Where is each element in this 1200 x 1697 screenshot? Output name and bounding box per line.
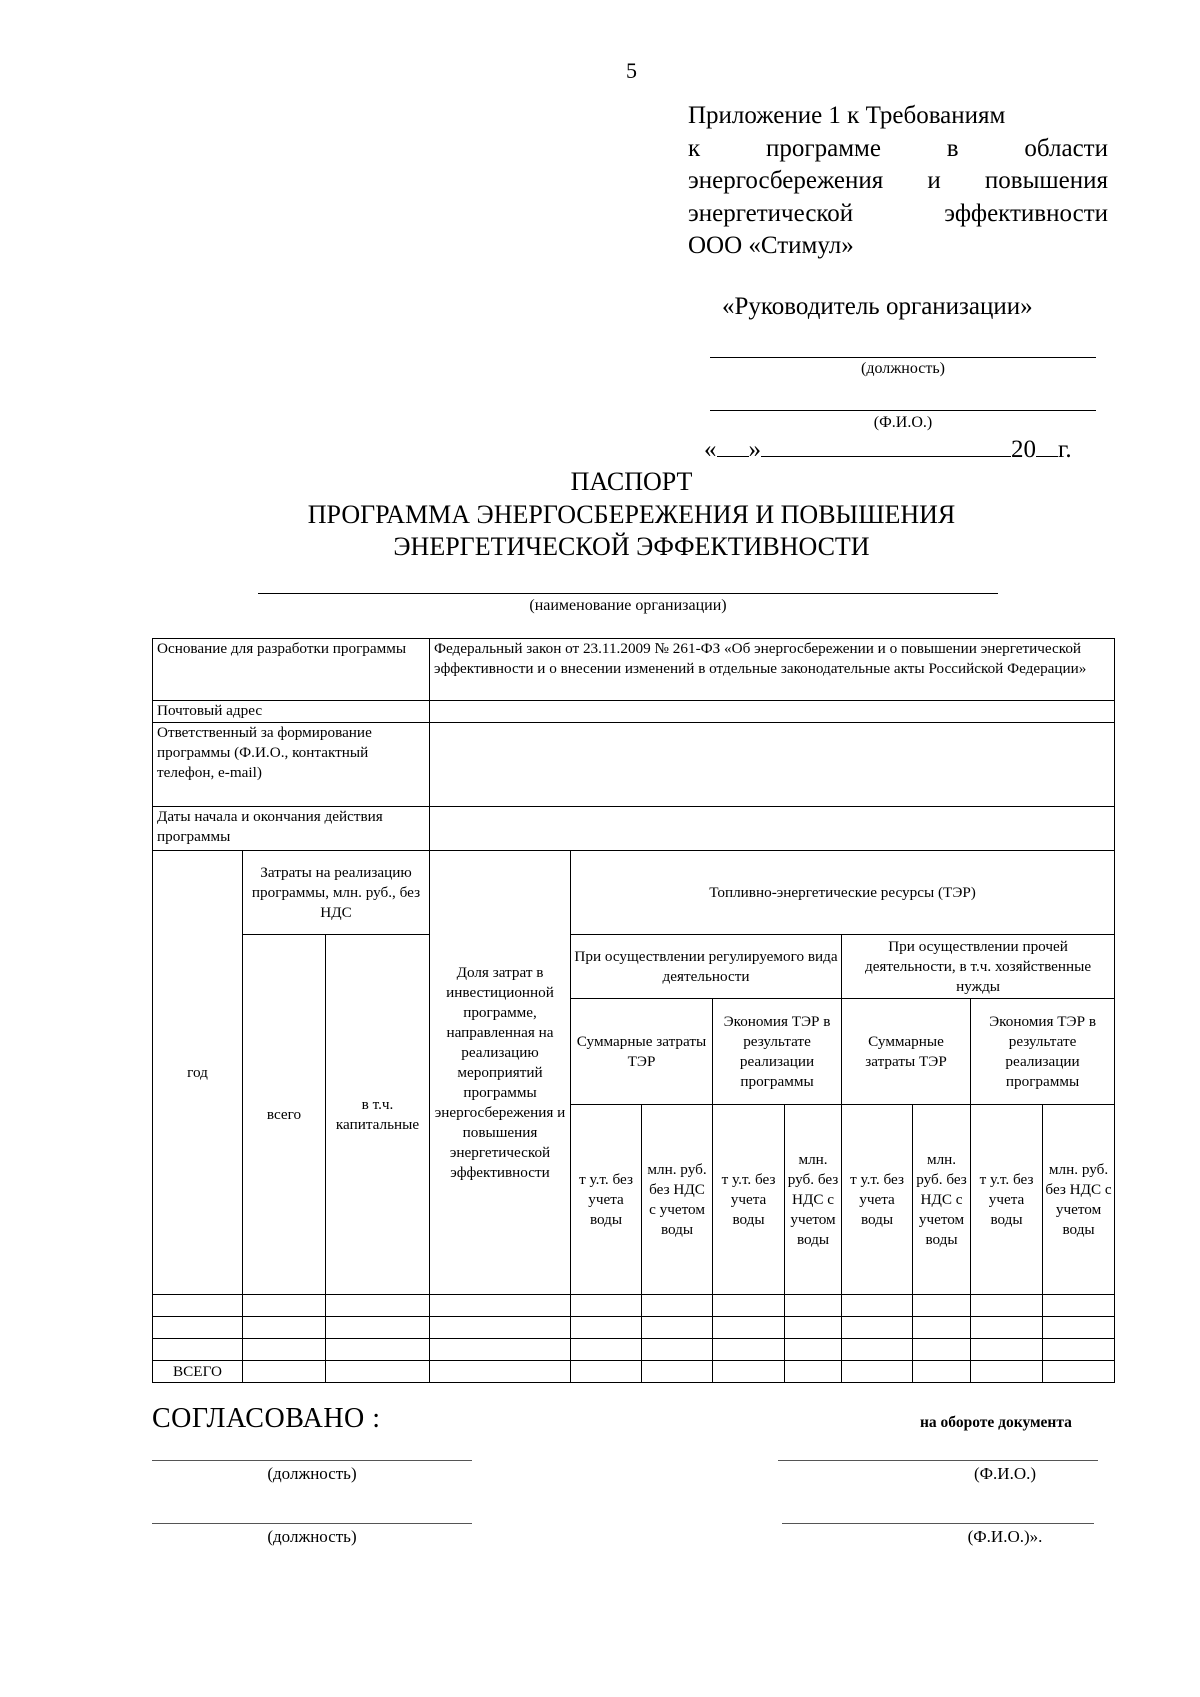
table-row: [153, 701, 1115, 723]
passport-subtitle: ЭНЕРГЕТИЧЕСКОЙ ЭФФЕКТИВНОСТИ: [393, 532, 870, 561]
tut-header: т у.т. без учета воды: [571, 1105, 642, 1295]
date-close-quote: »: [748, 436, 761, 463]
mln-header: млн. руб. без НДС с учетом воды: [913, 1105, 971, 1295]
organization-caption: (наименование организации): [529, 597, 727, 614]
table-header-row: [153, 935, 1115, 999]
table-row: [153, 807, 1115, 851]
total-costs-header: всего: [243, 935, 326, 1295]
approver-fio-line[interactable]: [778, 1460, 1098, 1461]
tut-header: т у.т. без учета воды: [713, 1105, 785, 1295]
approval-heading: СОГЛАСОВАНО :: [152, 1403, 381, 1434]
fer-header: Топливно-энергетические ресурсы (ТЭР): [571, 851, 1115, 935]
position-signature-line[interactable]: [710, 357, 1096, 358]
year-header: год: [153, 851, 243, 1295]
organization-name-line[interactable]: [258, 593, 998, 594]
tut-header: т у.т. без учета воды: [842, 1105, 913, 1295]
year-field[interactable]: [1036, 434, 1058, 457]
fio-caption: (Ф.И.О.): [973, 1464, 1037, 1483]
approver-position-line[interactable]: [152, 1523, 472, 1524]
month-field[interactable]: [761, 434, 1011, 457]
appendix-line: энергосбережения и повышения: [688, 167, 1108, 194]
mln-header: млн. руб. без НДС с учетом воды: [642, 1105, 713, 1295]
page-number: 5: [626, 58, 637, 83]
appendix-line: энергетической эффективности: [688, 199, 1108, 227]
capital-costs-header: в т.ч. капитальные: [326, 935, 430, 1295]
day-field[interactable]: [717, 434, 749, 457]
mln-header: млн. руб. без НДС с учетом воды: [785, 1105, 842, 1295]
appendix-reference: [688, 100, 1108, 263]
position-caption: (должность): [861, 360, 945, 377]
economy-header: Экономия ТЭР в результате реализации программы: [971, 999, 1115, 1105]
tut-header: т у.т. без учета воды: [971, 1105, 1043, 1295]
position-caption: (должность): [267, 1464, 357, 1483]
mln-header: млн. руб. без НДС с учетом воды: [1043, 1105, 1115, 1295]
regulated-activity-header: При осуществлении регулируемого вида деятельности: [571, 935, 842, 999]
info-value[interactable]: [430, 723, 1115, 807]
table-row: [153, 723, 1115, 807]
table-row: [153, 1339, 1115, 1361]
year-suffix: г.: [1058, 436, 1072, 463]
total-row: [153, 1361, 1115, 1383]
info-label: Даты начала и окончания действия программы: [153, 807, 430, 851]
table-header-row: [153, 851, 1115, 935]
table-row: [153, 1317, 1115, 1339]
position-caption: (должность): [267, 1527, 357, 1546]
total-label: ВСЕГО: [153, 1361, 243, 1383]
info-value[interactable]: [430, 807, 1115, 851]
info-label: Почтовый адрес: [153, 701, 430, 723]
approver-fio-line[interactable]: [782, 1523, 1094, 1524]
passport-subtitle: ПРОГРАММА ЭНЕРГОСБЕРЕЖЕНИЯ И ПОВЫШЕНИЯ: [307, 500, 956, 529]
appendix-line: ООО «Стимул»: [688, 232, 854, 259]
approver-position-line[interactable]: [152, 1460, 472, 1461]
approval-date: [704, 434, 1114, 464]
approver-title: «Руководитель организации»: [722, 293, 1033, 320]
fio-signature-line[interactable]: [710, 410, 1096, 411]
passport-table: [152, 638, 1115, 1383]
share-header: Доля затрат в инвестиционной программе, направленная на реализацию мероприятий программы энергосбережения и повышения энергетической эффективности: [430, 851, 571, 1295]
verso-note: на обороте документа: [920, 1414, 1072, 1431]
passport-title: ПАСПОРТ: [570, 467, 693, 496]
info-value: Федеральный закон от 23.11.2009 № 261-ФЗ «Об энергосбережении и о повышении энергетической эффективности и о внесении изменений в отдельные законодательные акты Российской Федерации»: [430, 639, 1115, 701]
sum-costs-header: Суммарные затраты ТЭР: [571, 999, 713, 1105]
table-row: [153, 1295, 1115, 1317]
info-label: Ответственный за формирование программы (Ф.И.О., контактный телефон, e-mail): [153, 723, 430, 807]
info-value[interactable]: [430, 701, 1115, 723]
sum-costs-header: Суммарные затраты ТЭР: [842, 999, 971, 1105]
appendix-line: к программе в области: [688, 134, 1108, 162]
appendix-line: Приложение 1 к Требованиям: [688, 102, 1006, 129]
date-open-quote: «: [704, 436, 717, 463]
economy-header: Экономия ТЭР в результате реализации программы: [713, 999, 842, 1105]
table-row: [153, 639, 1115, 701]
other-activity-header: При осуществлении прочей деятельности, в т.ч. хозяйственные нужды: [842, 935, 1115, 999]
costs-header: Затраты на реализацию программы, млн. руб., без НДС: [243, 851, 430, 935]
year-prefix: 20: [1011, 436, 1036, 463]
fio-caption: (Ф.И.О.)».: [967, 1527, 1043, 1546]
info-label: Основание для разработки программы: [153, 639, 430, 701]
fio-caption: (Ф.И.О.): [873, 414, 933, 431]
